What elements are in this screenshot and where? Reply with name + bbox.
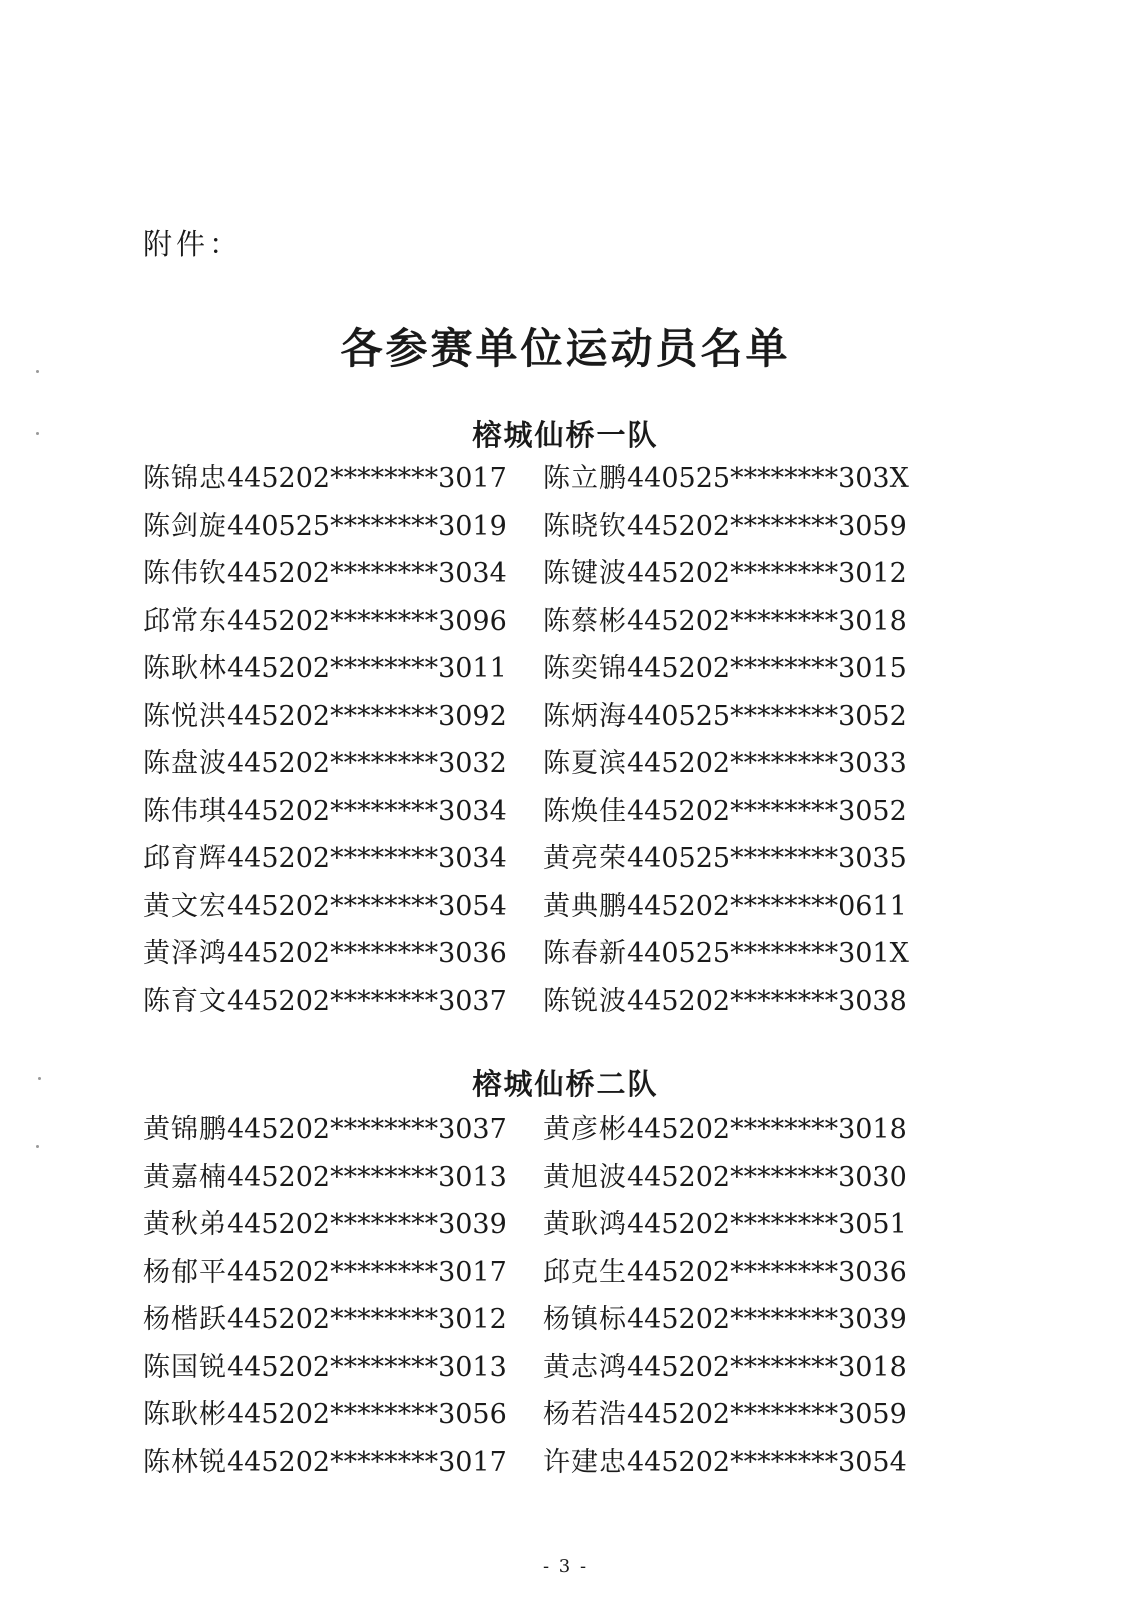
athlete-name: 黄嘉楠 <box>143 1161 227 1193</box>
athlete-entry <box>143 598 533 646</box>
athlete-name: 陈焕佳 <box>543 795 627 827</box>
team-1-roster <box>143 455 943 1025</box>
page-number: - 3 - <box>542 1556 589 1577</box>
athlete-name: 杨镇标 <box>543 1304 627 1335</box>
athlete-id: 445202********3033 <box>627 748 907 779</box>
athlete-id: 445202********3052 <box>627 795 907 827</box>
athlete-name: 陈奕锦 <box>543 653 627 684</box>
athlete-id: 445202********3096 <box>227 605 507 637</box>
athlete-name: 陈炳海 <box>543 700 627 732</box>
athlete-id: 440525********3019 <box>227 510 507 542</box>
athlete-name: 黄典鹏 <box>543 890 627 922</box>
athlete-id: 445202********3034 <box>227 558 507 589</box>
athlete-entry <box>543 1249 933 1297</box>
athlete-entry <box>543 978 933 1026</box>
athlete-id: 445202********3092 <box>227 700 507 732</box>
athlete-name: 黄锦鹏 <box>143 1114 227 1145</box>
athlete-id: 445202********3032 <box>227 748 507 779</box>
athlete-name: 陈国锐 <box>143 1351 227 1383</box>
athlete-entry <box>143 1439 533 1487</box>
athlete-name: 黄旭波 <box>543 1161 627 1193</box>
athlete-entry <box>143 883 533 931</box>
athlete-entry <box>543 693 933 741</box>
athlete-entry <box>543 598 933 646</box>
athlete-entry <box>543 788 933 836</box>
athlete-entry <box>543 1106 933 1154</box>
athlete-name: 黄彦彬 <box>543 1114 627 1145</box>
athlete-id: 445202********3054 <box>227 890 507 922</box>
athlete-entry <box>543 835 933 883</box>
athlete-name: 陈伟琪 <box>143 795 227 827</box>
athlete-id: 445202********3034 <box>227 795 507 827</box>
athlete-id: 445202********3018 <box>627 1114 907 1145</box>
athlete-name: 杨若浩 <box>543 1399 627 1430</box>
athlete-entry <box>143 1391 533 1439</box>
athlete-id: 445202********3036 <box>627 1256 907 1288</box>
athlete-id: 445202********3051 <box>627 1209 907 1240</box>
athlete-entry <box>143 1296 533 1344</box>
athlete-entry <box>143 1106 533 1154</box>
athlete-entry <box>543 883 933 931</box>
athlete-entry <box>543 1201 933 1249</box>
athlete-entry <box>543 1296 933 1344</box>
athlete-entry <box>143 1201 533 1249</box>
athlete-id: 445202********3012 <box>227 1304 507 1335</box>
athlete-id: 445202********3017 <box>227 1256 507 1288</box>
athlete-name: 陈晓钦 <box>543 510 627 542</box>
athlete-entry <box>143 788 533 836</box>
athlete-id: 445202********3018 <box>627 605 907 637</box>
athlete-entry <box>543 1344 933 1392</box>
athlete-id: 445202********3038 <box>627 985 907 1017</box>
athlete-id: 445202********3039 <box>227 1209 507 1240</box>
athlete-id: 445202********3034 <box>227 843 507 874</box>
athlete-entry <box>143 740 533 788</box>
athlete-name: 陈林锐 <box>143 1446 227 1478</box>
athlete-entry <box>543 645 933 693</box>
team-2-title: 榕城仙桥二队 <box>472 1067 659 1101</box>
athlete-name: 陈键波 <box>543 558 627 589</box>
athlete-name: 陈耿彬 <box>143 1399 227 1430</box>
athlete-name: 陈悦洪 <box>143 700 227 732</box>
athlete-entry <box>543 1154 933 1202</box>
athlete-name: 陈盘波 <box>143 748 227 779</box>
athlete-id: 440525********301X <box>627 938 909 969</box>
athlete-entry <box>143 1249 533 1297</box>
document-title: 各参赛单位运动员名单 <box>340 324 791 373</box>
athlete-name: 许建忠 <box>543 1446 627 1478</box>
athlete-name: 邱克生 <box>543 1256 627 1288</box>
athlete-id: 445202********3018 <box>627 1351 907 1383</box>
athlete-entry <box>143 645 533 693</box>
athlete-name: 陈锐波 <box>543 985 627 1017</box>
athlete-name: 邱常东 <box>143 605 227 637</box>
athlete-name: 杨郁平 <box>143 1256 227 1288</box>
athlete-id: 445202********3054 <box>627 1446 907 1478</box>
athlete-name: 陈立鹏 <box>543 463 627 494</box>
athlete-id: 445202********3037 <box>227 985 507 1017</box>
athlete-id: 440525********3035 <box>627 843 907 874</box>
athlete-id: 445202********3037 <box>227 1114 507 1145</box>
athlete-name: 陈蔡彬 <box>543 605 627 637</box>
athlete-id: 445202********3036 <box>227 938 507 969</box>
athlete-id: 445202********3059 <box>627 1399 907 1430</box>
athlete-entry <box>143 503 533 551</box>
athlete-id: 445202********3056 <box>227 1399 507 1430</box>
athlete-name: 陈剑旋 <box>143 510 227 542</box>
athlete-id: 445202********3059 <box>627 510 907 542</box>
athlete-entry <box>143 1154 533 1202</box>
scan-speck <box>36 1145 39 1148</box>
athlete-entry <box>543 455 933 503</box>
athlete-entry <box>143 1344 533 1392</box>
athlete-id: 440525********3052 <box>627 700 907 732</box>
athlete-id: 445202********3013 <box>227 1351 507 1383</box>
athlete-name: 黄亮荣 <box>543 843 627 874</box>
athlete-id: 445202********3017 <box>227 1446 507 1478</box>
athlete-entry <box>543 550 933 598</box>
athlete-name: 杨楷跃 <box>143 1304 227 1335</box>
athlete-id: 445202********0611 <box>627 890 907 922</box>
athlete-id: 445202********3012 <box>627 558 907 589</box>
athlete-name: 黄泽鸿 <box>143 938 227 969</box>
athlete-entry <box>543 740 933 788</box>
athlete-id: 445202********3030 <box>627 1161 907 1193</box>
athlete-entry <box>543 1391 933 1439</box>
athlete-entry <box>143 550 533 598</box>
athlete-name: 陈育文 <box>143 985 227 1017</box>
athlete-id: 445202********3039 <box>627 1304 907 1335</box>
athlete-name: 黄志鸿 <box>543 1351 627 1383</box>
athlete-name: 黄秋弟 <box>143 1209 227 1240</box>
athlete-entry <box>143 978 533 1026</box>
athlete-id: 445202********3013 <box>227 1161 507 1193</box>
athlete-name: 陈夏滨 <box>543 748 627 779</box>
attachment-label: 附件： <box>143 227 243 261</box>
athlete-name: 陈锦忠 <box>143 463 227 494</box>
athlete-id: 445202********3015 <box>627 653 907 684</box>
athlete-entry <box>143 835 533 883</box>
athlete-name: 陈伟钦 <box>143 558 227 589</box>
athlete-name: 邱育辉 <box>143 843 227 874</box>
athlete-entry <box>543 1439 933 1487</box>
athlete-entry <box>143 930 533 978</box>
athlete-id: 445202********3011 <box>227 653 507 684</box>
athlete-name: 陈春新 <box>543 938 627 969</box>
team-1-title: 榕城仙桥一队 <box>472 418 659 452</box>
athlete-entry <box>143 455 533 503</box>
athlete-name: 黄文宏 <box>143 890 227 922</box>
athlete-id: 445202********3017 <box>227 463 507 494</box>
athlete-name: 黄耿鸿 <box>543 1209 627 1240</box>
athlete-name: 陈耿林 <box>143 653 227 684</box>
athlete-entry <box>543 930 933 978</box>
athlete-entry <box>143 693 533 741</box>
team-2-roster <box>143 1106 943 1486</box>
athlete-id: 440525********303X <box>627 463 909 494</box>
athlete-entry <box>543 503 933 551</box>
